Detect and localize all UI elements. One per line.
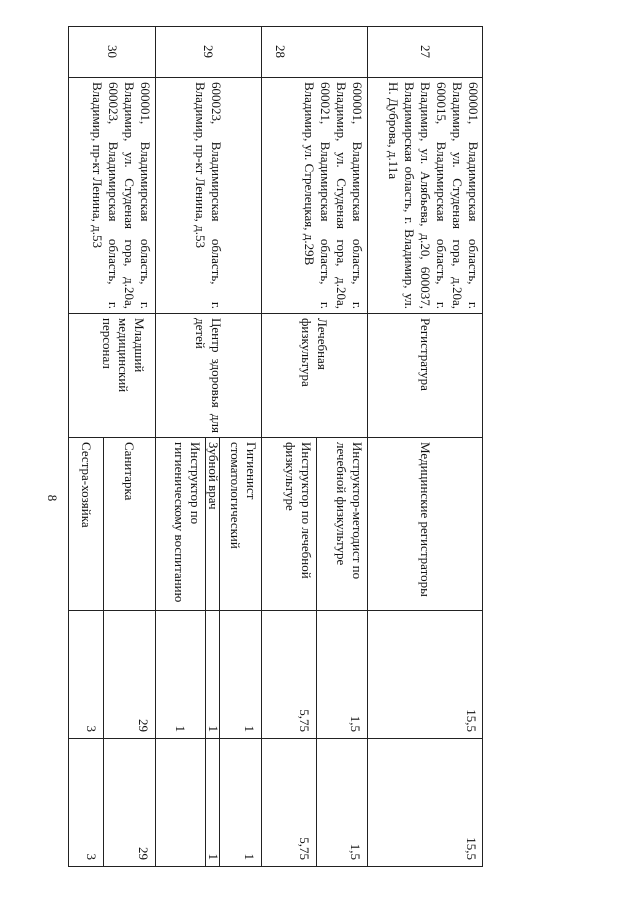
row-number: 28 <box>261 26 367 78</box>
row-number: 29 <box>155 26 261 78</box>
occupied-count-cell: 29 <box>103 739 155 867</box>
address-cell: 600001, Владимирская область, г. Владимир, ул. Студеная гора, д.20а, 600023, Владимирская область, г. Владимир, пр-кт Ленина, д.53 <box>68 78 155 314</box>
position-cell: Инструктор по лечебной физкультуре <box>261 438 316 611</box>
position-cell: Медицинские регистраторы <box>367 438 483 611</box>
position-cell: Сестра-хозяйка <box>68 438 103 611</box>
row-number: 30 <box>68 26 155 78</box>
staffing-table <box>68 26 483 867</box>
page-number: 8 <box>45 494 60 502</box>
staff-count-cell: 1,5 <box>316 611 367 739</box>
address-cell: 600001, Владимирская область, г. Владимир, ул. Студеная гора, д.20а, 600021, Владимирская область, г. Владимир, ул. Стрелецкая, д.29В <box>261 78 367 314</box>
occupied-count-cell: 5,75 <box>261 739 316 867</box>
occupied-count-cell <box>155 739 205 867</box>
rotated-table-frame <box>68 26 483 867</box>
occupied-count-cell: 1,5 <box>316 739 367 867</box>
occupied-count-cell: 3 <box>68 739 103 867</box>
position-cell: Гигиенист стоматологический <box>219 438 261 611</box>
staff-count-cell: 15,5 <box>367 611 483 739</box>
staff-count-cell: 1 <box>219 611 261 739</box>
unit-cell: Лечебная физкультура <box>261 314 367 438</box>
staff-count-cell: 3 <box>68 611 103 739</box>
occupied-count-cell: 1 <box>219 739 261 867</box>
unit-cell: Регистратура <box>367 314 483 438</box>
occupied-count-cell: 1 <box>205 739 219 867</box>
address-cell: 600023, Владимирская область, г. Владимир, пр-кт Ленина, д.53 <box>155 78 261 314</box>
staff-count-cell: 1 <box>205 611 219 739</box>
staff-count-cell: 29 <box>103 611 155 739</box>
address-cell: 600001, Владимирская область, г. Владимир, ул. Студеная гора, д.20а, 600015, Владимирская область, г. Владимир, ул. Алябьева, д.20, 600037, Владимирская область, г. Владимир, ул. Н. Дуброва, д.11а <box>367 78 483 314</box>
position-cell: Зубной врач <box>205 438 219 611</box>
unit-cell: Младший медицинский персонал <box>68 314 155 438</box>
position-cell: Санитарка <box>103 438 155 611</box>
unit-cell: Центр здоровья для детей <box>155 314 261 438</box>
row-number: 27 <box>367 26 483 78</box>
position-cell: Инструктор-методист по лечебной физкультуре <box>316 438 367 611</box>
position-cell: Инструктор по гигиеническому воспитанию <box>155 438 205 611</box>
staff-count-cell: 5,75 <box>261 611 316 739</box>
staff-count-cell: 1 <box>155 611 205 739</box>
occupied-count-cell: 15,5 <box>367 739 483 867</box>
